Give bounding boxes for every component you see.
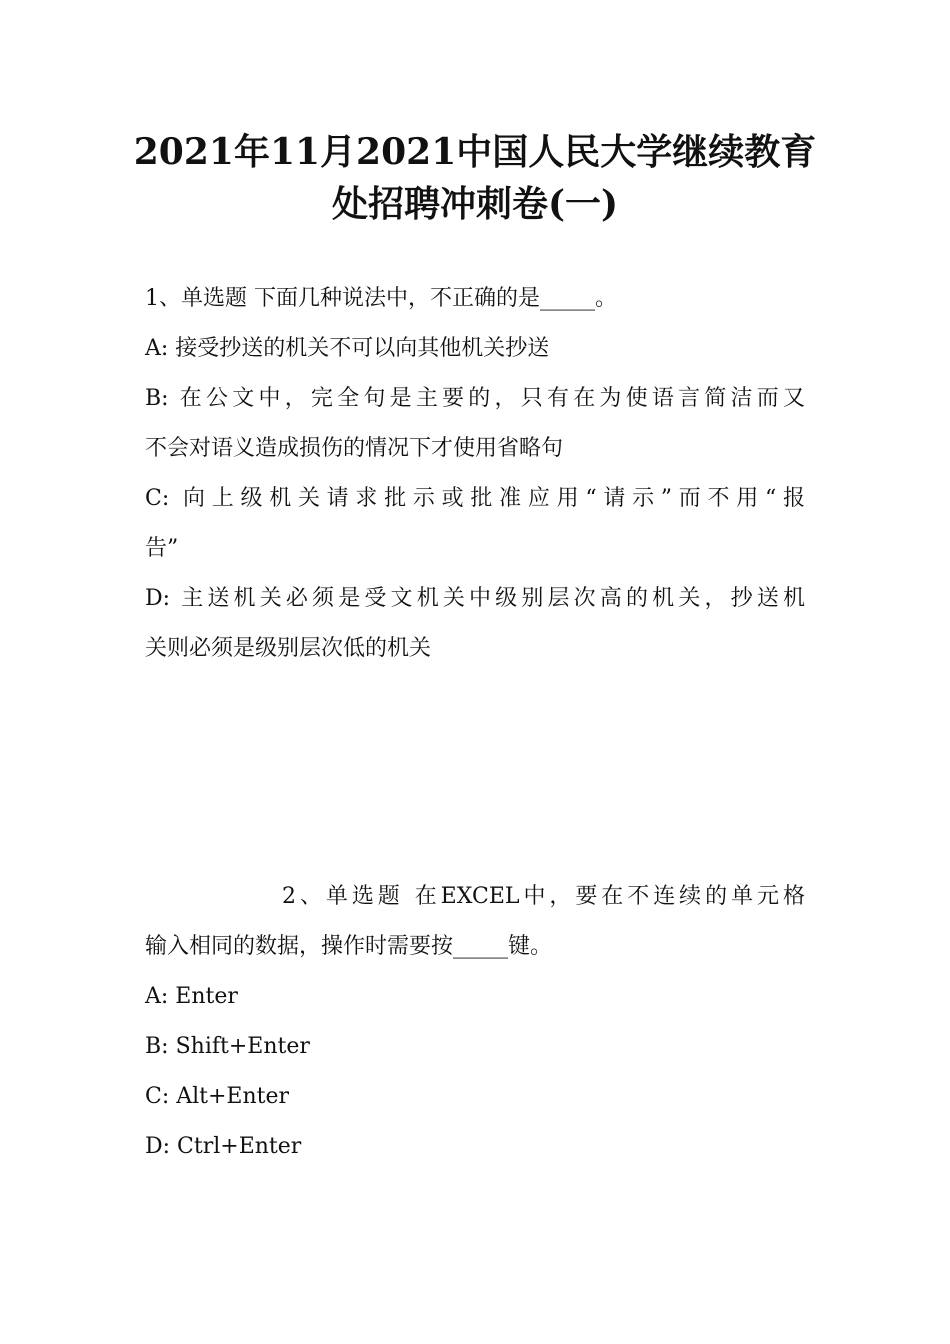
- question-1-option-b-line-1: B: 在公文中，完全句是主要的，只有在为使语言简洁而又: [145, 386, 805, 411]
- question-2-option-b: B: Shift+Enter: [145, 1034, 310, 1059]
- question-2-option-c: C: Alt+Enter: [145, 1084, 290, 1109]
- question-1-stem: 1、单选题 下面几种说法中，不正确的是_____。: [145, 286, 617, 311]
- document-title-line-1: 2021年11月2021中国人民大学继续教育: [133, 131, 817, 173]
- question-2-stem-line-2: 输入相同的数据，操作时需要按_____键。: [145, 934, 553, 959]
- question-1-option-c-line-1: C: 向上级机关请求批示或批准应用“请示”而不用“报: [145, 486, 805, 511]
- question-1-option-b-line-2: 不会对语义造成损伤的情况下才使用省略句: [145, 436, 564, 461]
- document-title-line-2: 处招聘冲刺卷(一): [331, 183, 619, 225]
- question-2-option-a: A: Enter: [145, 984, 238, 1009]
- question-2-stem-line-1: 2、单选题 在EXCEL中，要在不连续的单元格: [282, 884, 805, 909]
- question-2-option-d: D: Ctrl+Enter: [145, 1134, 302, 1159]
- question-1-option-d-line-1: D: 主送机关必须是受文机关中级别层次高的机关，抄送机: [145, 586, 805, 611]
- question-1-option-a: A: 接受抄送的机关不可以向其他机关抄送: [145, 336, 550, 361]
- question-1-option-c-line-2: 告”: [145, 536, 179, 561]
- question-1-option-d-line-2: 关则必须是级别层次低的机关: [145, 636, 432, 661]
